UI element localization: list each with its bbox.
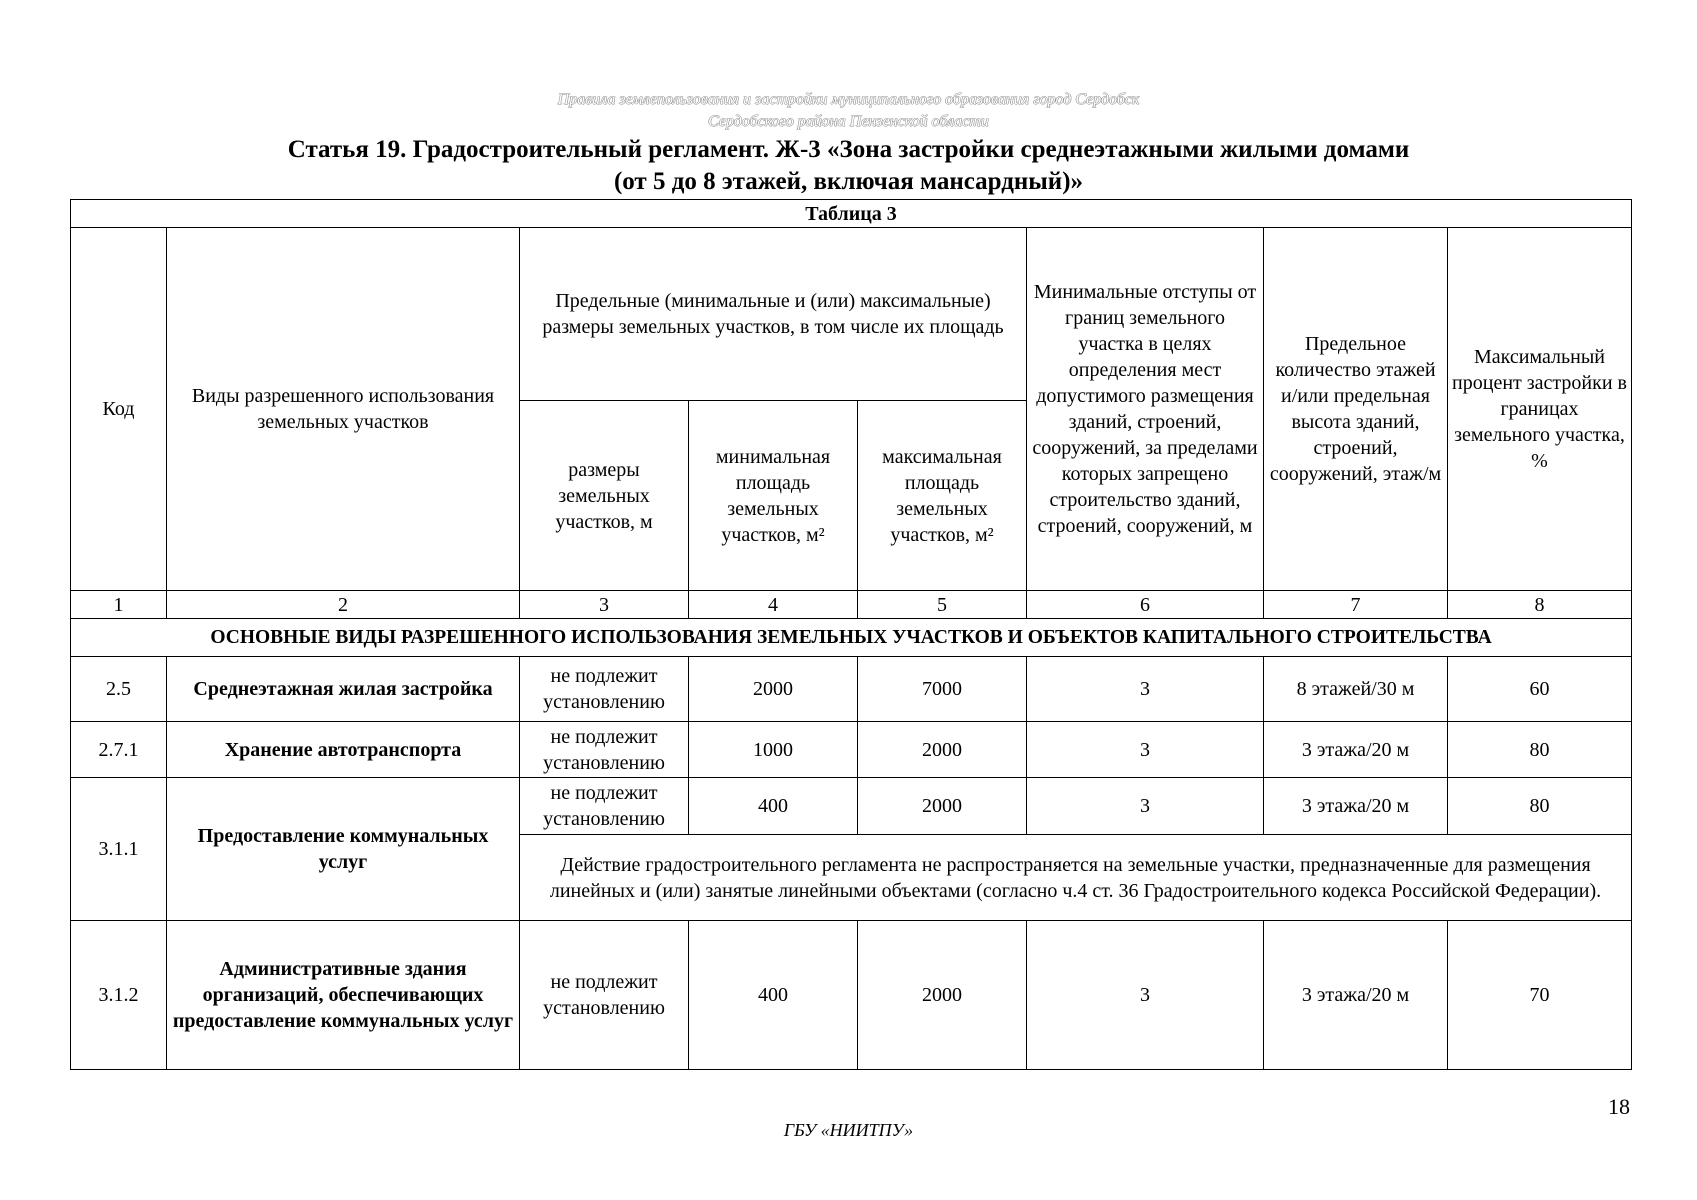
article-title-line-2: (от 5 до 8 этажей, включая мансардный)» [613, 168, 1084, 195]
section-title: ОСНОВНЫЕ ВИДЫ РАЗРЕШЕННОГО ИСПОЛЬЗОВАНИЯ ЗЕМЕЛЬНЫХ УЧАСТКОВ И ОБЪЕКТОВ КАПИТАЛЬНОГО СТРОИТЕЛЬСТВА [71, 619, 1632, 657]
cell-min-area: 400 [689, 778, 858, 835]
table-row [71, 778, 1632, 835]
cell-max-area: 2000 [858, 722, 1027, 778]
cell-code: 3.1.2 [71, 921, 167, 1070]
cell-setback: 3 [1027, 657, 1264, 722]
cell-sizes: не подлежит установлению [520, 778, 689, 835]
cell-floors: 8 этажей/30 м [1264, 657, 1448, 722]
cell-usage: Хранение автотранспорта [167, 722, 520, 778]
header-floors: Предельное количество этажей и/или предельная высота зданий, строений, сооружений, этаж/м [1264, 228, 1448, 591]
cell-min-area: 400 [689, 921, 858, 1070]
cell-floors: 3 этажа/20 м [1264, 778, 1448, 835]
footer-organization: ГБУ «НИИТПУ» [783, 1120, 914, 1140]
cell-sizes: не подлежит установлению [520, 722, 689, 778]
cell-sizes: не подлежит установлению [520, 921, 689, 1070]
cell-usage: Среднеэтажная жилая застройка [167, 657, 520, 722]
cell-code: 2.5 [71, 657, 167, 722]
header-limits-group: Предельные (минимальные и (или) максимальные) размеры земельных участков, в том числе их площадь [520, 228, 1027, 401]
table-label: Таблица 3 [71, 200, 1632, 228]
cell-coverage: 60 [1448, 657, 1632, 722]
cell-usage: Предоставление коммунальных услуг [167, 778, 520, 921]
cell-max-area: 2000 [858, 778, 1027, 835]
cell-coverage: 80 [1448, 778, 1632, 835]
cell-code: 2.7.1 [71, 722, 167, 778]
page-number: 18 [1608, 1094, 1630, 1119]
header-setbacks: Минимальные отступы от границ земельного участка в целях определения мест допустимого размещения зданий, строений, сооружений, за пределами которых запрещено строительство зданий, строений, сооружений, м [1027, 228, 1264, 591]
header-usage: Виды разрешенного использования земельных участков [167, 228, 520, 591]
cell-setback: 3 [1027, 921, 1264, 1070]
cell-setback: 3 [1027, 722, 1264, 778]
column-number: 3 [520, 591, 689, 619]
column-number: 8 [1448, 591, 1632, 619]
header-min-area: минимальная площадь земельных участков, м² [689, 401, 858, 591]
cell-max-area: 2000 [858, 921, 1027, 1070]
column-number: 6 [1027, 591, 1264, 619]
cell-floors: 3 этажа/20 м [1264, 722, 1448, 778]
table-row [71, 921, 1632, 1070]
column-number: 1 [71, 591, 167, 619]
cell-coverage: 80 [1448, 722, 1632, 778]
running-header-line-2: Сердобского района Пензенской области [708, 113, 989, 130]
table-row [71, 657, 1632, 722]
article-title-line-1: Статья 19. Градостроительный регламент. Ж-3 «Зона застройки среднеэтажными жилыми домами [287, 136, 1410, 163]
cell-coverage: 70 [1448, 921, 1632, 1070]
cell-sizes: не подлежит установлению [520, 657, 689, 722]
column-number: 5 [858, 591, 1027, 619]
header-code: Код [71, 228, 167, 591]
column-number: 7 [1264, 591, 1448, 619]
column-number: 4 [689, 591, 858, 619]
running-header-line-1: Правила землепользования и застройки муниципального образования город Сердобск [557, 91, 1140, 108]
regulation-note: Действие градостроительного регламента не распространяется на земельные участки, предназначенные для размещения линейных и (или) занятые линейными объектами (согласно ч.4 ст. 36 Градостроительного кодекса Российской Федерации). [520, 835, 1632, 921]
cell-usage: Административные здания организаций, обеспечивающих предоставление коммунальных услуг [167, 921, 520, 1070]
cell-max-area: 7000 [858, 657, 1027, 722]
cell-setback: 3 [1027, 778, 1264, 835]
cell-min-area: 1000 [689, 722, 858, 778]
table-row [71, 722, 1632, 778]
column-number: 2 [167, 591, 520, 619]
header-max-area: максимальная площадь земельных участков, м² [858, 401, 1027, 591]
cell-min-area: 2000 [689, 657, 858, 722]
cell-floors: 3 этажа/20 м [1264, 921, 1448, 1070]
cell-code: 3.1.1 [71, 778, 167, 921]
header-coverage: Максимальный процент застройки в границах земельного участка, % [1448, 228, 1632, 591]
regulation-table [70, 199, 1632, 1070]
header-sizes: размеры земельных участков, м [520, 401, 689, 591]
